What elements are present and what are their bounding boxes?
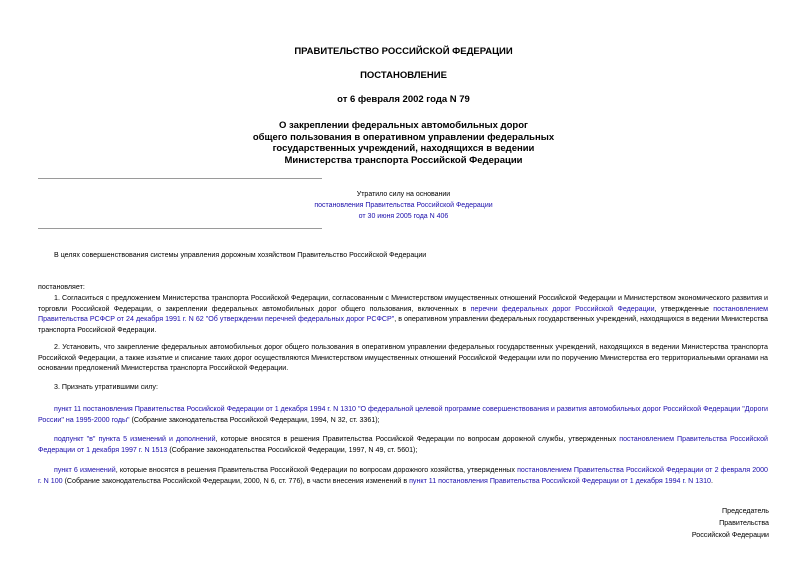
signature-block <box>692 505 769 541</box>
item-1-text: , утвержденные <box>654 304 714 313</box>
document-date: от 6 февраля 2002 года N 79 <box>337 94 470 105</box>
reference-3-text: , которые вносятся в решения Правительства Российской Федерации по вопросам дорожного хозяйства, утвержденных <box>115 466 518 474</box>
title-line: общего пользования в оперативном управлении федеральных <box>252 131 555 143</box>
reference-2-text: (Собрание законодательства Российской Федерации, 1997, N 49, ст. 5601); <box>167 445 418 454</box>
item-2: 2. Установить, что закрепление федеральных автомобильных дорог общего пользования в оперативном управлении федеральных государственных учреждений, находящихся в ведении Министерства транспорта Российской Федерации, а также изъятие и списание таких дорог осуществляются Министерством имущественных отношений Российской Федерации или по поручению Министерства его территориальными органами на основании предложений Министерства транспорта Российской Федерации. <box>38 343 768 373</box>
item-1-link-decree[interactable]: постановлением Правительства РСФСР от 24 декабря 1991 г. N 62 "Об утверждении перечней федеральных дорог РСФСР" <box>38 304 768 324</box>
item-1-text: 1. Согласиться с предложением Министерства транспорта Российской Федерации, согласованным с Министерством имущественных отношений Российской Федерации и Министерством экономического развития и торговли Российской Федерации, о закреплении федеральных автомобильных дорог общего пользования, включенных в <box>38 294 768 313</box>
title-line: государственных учреждений, находящихся в ведении <box>272 143 535 154</box>
signature-line: Председатель <box>722 507 769 515</box>
document-type: ПОСТАНОВЛЕНИЕ <box>360 70 447 81</box>
item-1 <box>38 293 768 335</box>
intro-paragraph: В целях совершенствования системы управления дорожным хозяйством Правительство Российской Федерации <box>54 251 427 259</box>
document-title <box>0 120 807 166</box>
reference-1-link[interactable]: пункт 11 постановления Правительства Российской Федерации от 1 декабря 1994 г. N 1310 "О федеральной целевой программе совершенствования и развития автомобильных дорог Российской Федерации "Дороги России" на 1995-2000 годы" <box>38 405 768 424</box>
title-line: Министерства транспорта Российской Федерации <box>284 154 523 166</box>
reference-3-link-item[interactable]: пункт 6 изменений <box>54 466 116 474</box>
reference-3-text: (Собрание законодательства Российской Федерации, 2000, N 6, ст. 776), в части внесения изменений в <box>62 476 410 485</box>
status-link[interactable]: постановления Правительства Российской Федерации <box>314 202 493 209</box>
reference-2-link-item[interactable]: подпункт "в" пункта 5 изменений и дополнений <box>54 435 216 443</box>
reference-2-text: , которые вносятся в решения Правительства Российской Федерации по вопросам дорожной службы, утвержденных <box>215 435 620 443</box>
divider-top <box>38 178 322 179</box>
title-line: О закреплении федеральных автомобильных дорог <box>279 120 528 131</box>
reference-1 <box>38 404 768 425</box>
status-link-date[interactable]: от 30 июня 2005 года N 406 <box>358 213 449 220</box>
reference-1-text: (Собрание законодательства Российской Федерации, 1994, N 32, ст. 3361); <box>129 415 380 424</box>
reference-3-text: . <box>711 476 713 485</box>
reference-3-link-decree[interactable]: постановлением Правительства Российской Федерации от 2 февраля 2000 г. N 100 <box>38 466 768 485</box>
reference-3-link-point[interactable]: пункт 11 постановления Правительства Российской Федерации от 1 декабря 1994 г. N 1310 <box>409 476 712 485</box>
reference-2-link-decree[interactable]: постановлением Правительства Российской Федерации от 1 декабря 1997 г. N 1513 <box>38 435 769 454</box>
signature-line: Правительства <box>719 519 769 527</box>
divider-bottom <box>38 228 322 229</box>
reference-3 <box>38 465 768 486</box>
status-note <box>0 189 807 222</box>
decree-word: постановляет: <box>38 283 85 291</box>
item-1-text: , в оперативном управлении федеральных государственных учреждений, находящихся в ведении Министерства транспорта Российской Федерации. <box>38 315 768 334</box>
item-1-link-lists[interactable]: перечни федеральных дорог Российской Федерации <box>470 304 655 313</box>
signature-line: Российской Федерации <box>691 531 769 539</box>
reference-2 <box>38 434 768 455</box>
item-3: 3. Признать утратившими силу: <box>54 383 158 391</box>
status-text: Утратило силу на основании <box>356 191 451 198</box>
government-heading: ПРАВИТЕЛЬСТВО РОССИЙСКОЙ ФЕДЕРАЦИИ <box>294 46 513 57</box>
